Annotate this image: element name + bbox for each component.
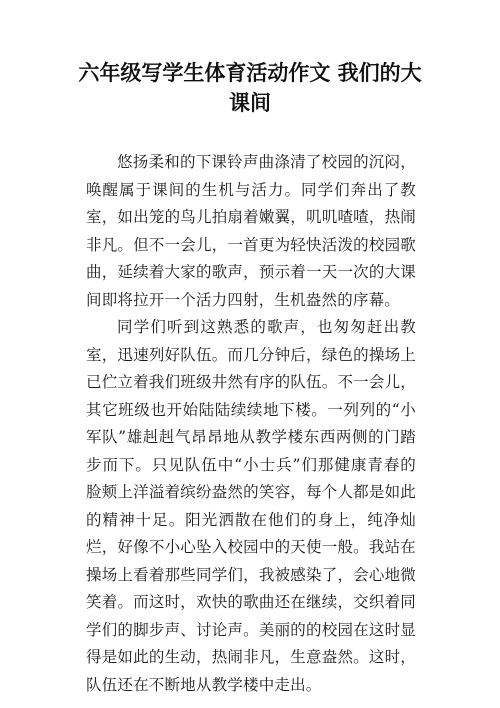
- document-title: 六年级写学生体育活动作文 我们的大课间: [78, 61, 422, 115]
- document-body: [86, 149, 416, 699]
- paragraph-1: 悠扬柔和的下课铃声曲涤清了校园的沉闷，唤醒属于课间的生机与活力。同学们奔出了教室，如出笼的鸟儿拍扇着嫩翼，叽叽喳喳，热闹非凡。但不一会儿，一首更为轻快活泼的校园歌曲，延续着大家的歌声，预示着一天一次的大课间即将拉开一个活力四射，生机盎然的序幕。: [86, 153, 416, 309]
- paragraph-2: 同学们听到这熟悉的歌声，也匆匆赶出教室，迅速列好队伍。而几分钟后，绿色的操场上已伫立着我们班级井然有序的队伍。不一会儿，其它班级也开始陆陆续续地下楼。一列列的“小军队”雄赳赳气昂昂地从教学楼东西两侧的门踏步而下。只见队伍中“小士兵”们那健康青春的脸颊上洋溢着缤纷盎然的笑容，每个人都是如此的精神十足。阳光洒散在他们的身上，纯净灿烂，好像不小心坠入校园中的天使一般。我站在操场上看着那些同学们，我被感染了，会心地微笑着。而这时，欢快的歌曲还在继续，交织着同学们的脚步声、讨论声。美丽的的校园在这时显得是如此的生动，热闹非凡，生意盎然。这时，队伍还在不断地从教学楼中走出。: [86, 318, 416, 694]
